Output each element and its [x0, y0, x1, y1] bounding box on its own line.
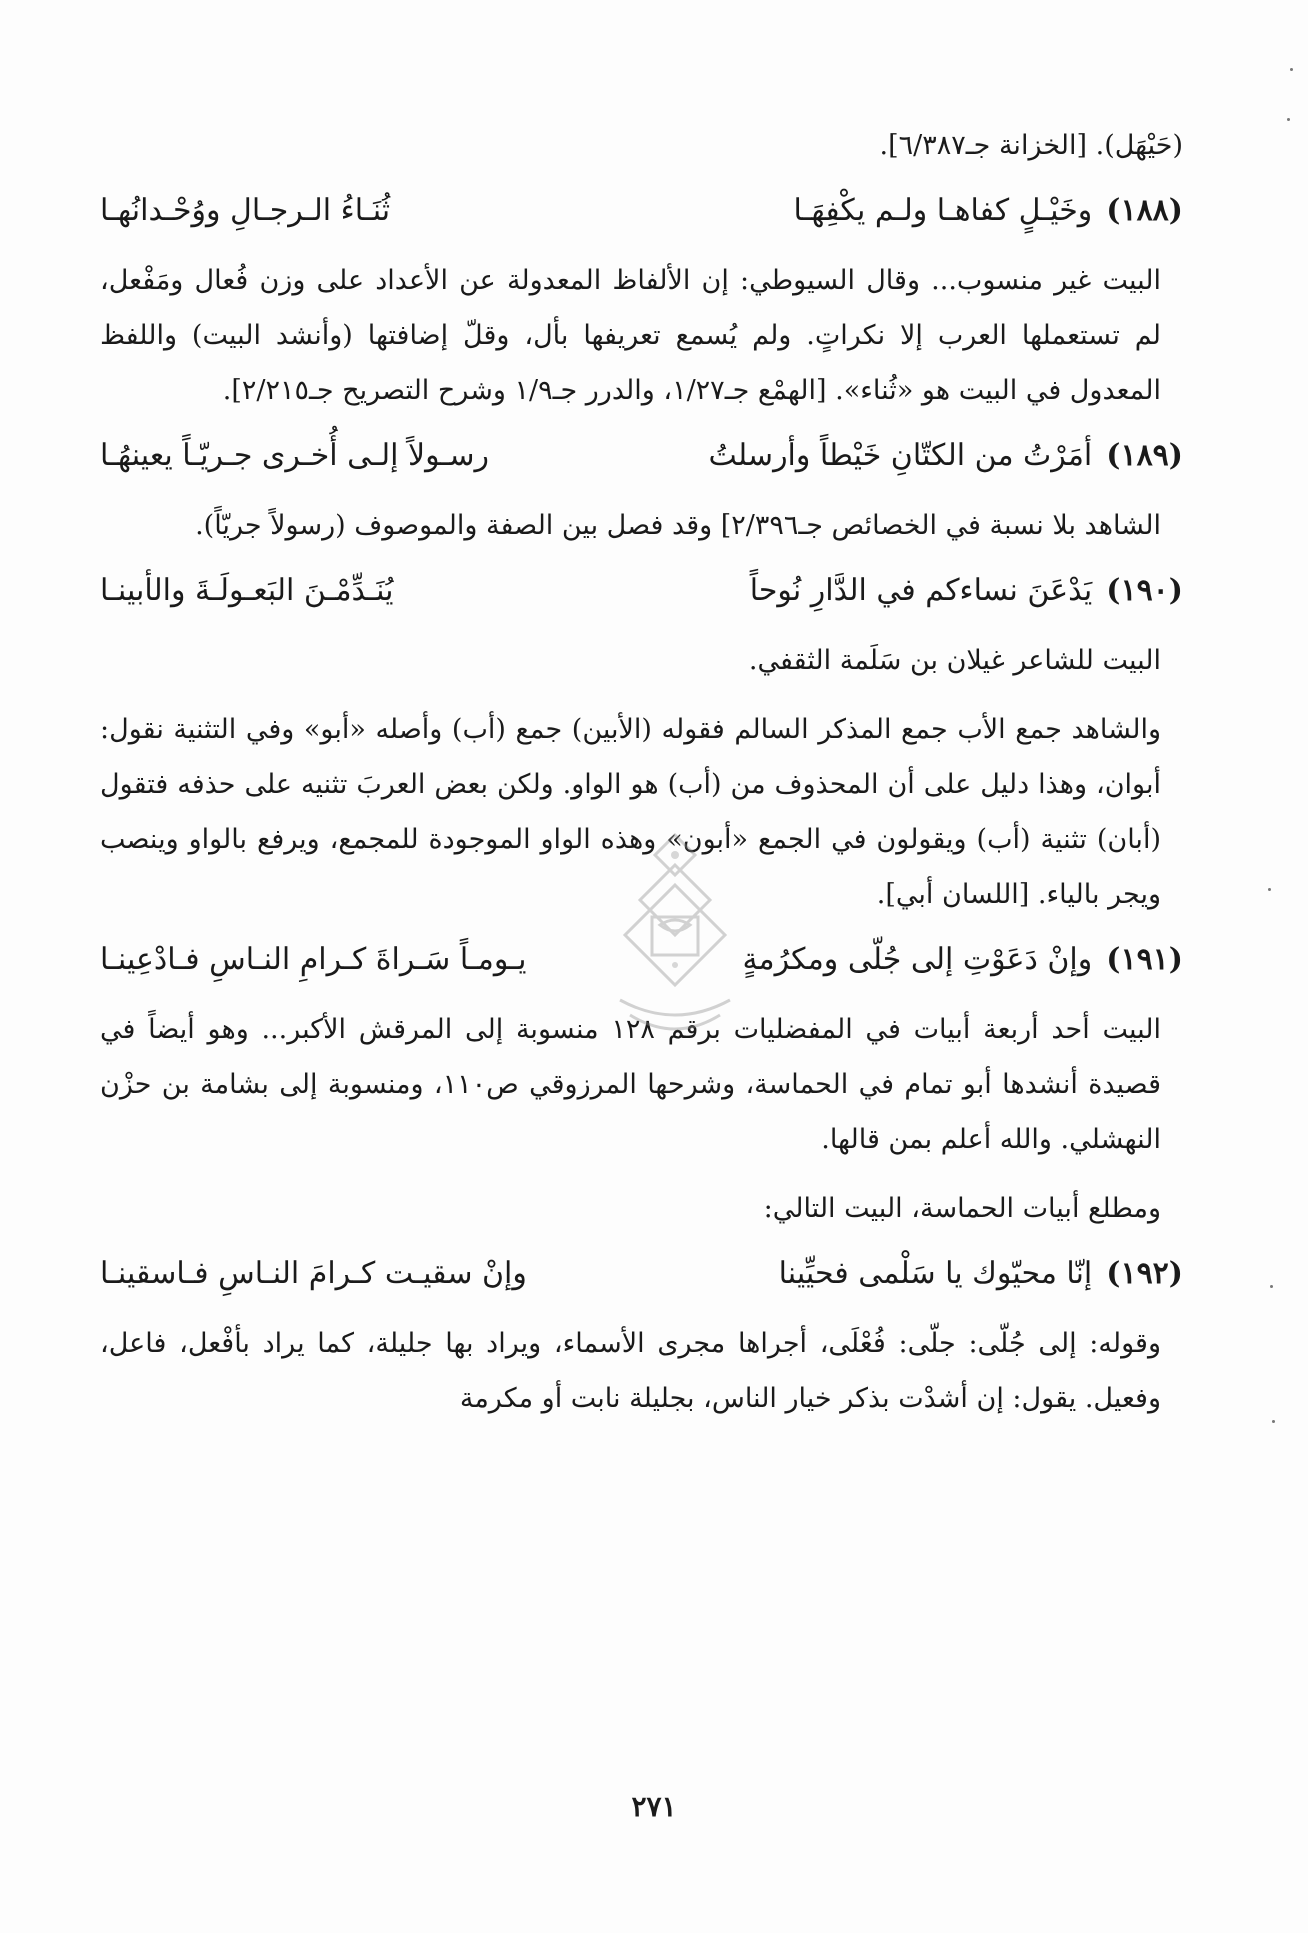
verse-first-text: إنّا محيّوك يا سَلْمى فحيِّينا [778, 1256, 1093, 1291]
verse-second-hemistich: يـومـاً سَـراةَ كـرامِ النـاسِ فـادْعِينـا [100, 942, 527, 977]
paragraph-gap [100, 688, 1183, 702]
page-number: ٢٧١ [631, 1790, 677, 1823]
verse-188 [100, 181, 1183, 241]
paragraph-gap [100, 1167, 1183, 1181]
scan-speck [1268, 888, 1271, 891]
verse-number: (١٩١) [1106, 942, 1183, 977]
verse-first-hemistich [779, 1244, 1183, 1304]
verse-first-hemistich [709, 426, 1183, 486]
verse-first-hemistich [793, 181, 1183, 241]
commentary-191-intro: ومطلع أبيات الحماسة، البيت التالي: [763, 1193, 1161, 1224]
page-content [100, 118, 1183, 1426]
commentary-192: وقوله: إلى جُلّى: جلّى: فُعْلَى، أجراها مجرى الأسماء، ويراد بها جليلة، كما يراد بأفْعل، فاعل، وفعيل. يقول: إن أشدْت بذكر خيار الناس، بجليلة نابت أو مكرمة [100, 1328, 1161, 1414]
scan-speck [1272, 1420, 1275, 1423]
verse-second-hemistich: يُنَـدِّمْـنَ البَعـولَـةَ والأبينـا [100, 573, 394, 608]
verse-first-text: أمَرْتُ من الكتّانِ خَيْطاً وأرسلتُ [708, 438, 1093, 473]
verse-number: (١٨٩) [1106, 438, 1183, 473]
verse-first-text: يَدْعَنَ نساءكم في الدَّارِ نُوحاً [749, 573, 1093, 608]
verse-189 [100, 426, 1183, 486]
verse-first-hemistich [742, 930, 1183, 990]
scan-speck [1290, 68, 1293, 71]
verse-first-text: وإنْ دَعَوْتِ إلى جُلّى ومكرُمةٍ [742, 942, 1093, 977]
verse-192 [100, 1244, 1183, 1304]
verse-second-hemistich: ثُنَـاءُ الـرجـالِ ووُحْـدانُهـا [100, 193, 391, 228]
paragraph-prev-footnote: (حَيْهَل). [الخزانة جـ٦/٣٨٧]. [879, 130, 1183, 161]
commentary-188: البيت غير منسوب... وقال السيوطي: إن الألفاظ المعدولة عن الأعداد على وزن فُعال ومَفْعل، لم تستعملها العرب إلا نكراتٍ. ولم يُسمع تعريفها بأل، وقلّ إضافتها (وأنشد البيت) واللفظ المعدول في البيت هو «ثُناء». [الهمْع جـ١/٢٧، والدرر جـ١/٩ وشرح التصريح جـ٢/٢١٥]. [100, 265, 1161, 406]
commentary-190-explanation: والشاهد جمع الأب جمع المذكر السالم فقوله (الأبين) جمع (أب) وأصله «أبو» وفي التثنية نقول: أبوان، وهذا دليل على أن المحذوف من (أب) هو الواو. ولكن بعض العربَ تثنيه على حذفه فتقول (أبان) تثنية (أب) ويقولون في الجمع «أبون» وهذه الواو الموجودة للمجمع، ويرفع بالواو وينصب ويجر بالياء. [اللسان أبي]. [100, 714, 1161, 910]
commentary-191: البيت أحد أربعة أبيات في المفضليات برقم ١٢٨ منسوبة إلى المرقش الأكبر... وهو أيضاً في قصيدة أنشدها أبو تمام في الحماسة، وشرحها المرزوقي ص١١٠، ومنسوبة إلى بشامة بن حزْن النهشلي. والله أعلم بمن قالها. [100, 1014, 1161, 1155]
commentary-190-attribution: البيت للشاعر غيلان بن سَلَمة الثقفي. [748, 645, 1161, 676]
verse-number: (١٩٢) [1106, 1256, 1183, 1291]
verse-190 [100, 561, 1183, 621]
verse-number: (١٩٠) [1106, 573, 1183, 608]
verse-second-hemistich: رسـولاً إلـى أُخـرى جـريّـاً يعينهُـا [100, 438, 489, 473]
verse-first-text: وخَيْـلٍ كفاهـا ولـم يكْفِهَـا [793, 193, 1093, 228]
verse-191 [100, 930, 1183, 990]
verse-first-hemistich [750, 561, 1183, 621]
verse-number: (١٨٨) [1106, 193, 1183, 228]
verse-second-hemistich: وإنْ سقيـت كـرامَ النـاسِ فـاسقينـا [100, 1256, 527, 1291]
scan-speck [1287, 118, 1290, 121]
scan-speck [1270, 1285, 1273, 1288]
commentary-189: الشاهد بلا نسبة في الخصائص جـ٢/٣٩٦] وقد فصل بين الصفة والموصوف (رسولاً جريّاً). [195, 510, 1161, 541]
